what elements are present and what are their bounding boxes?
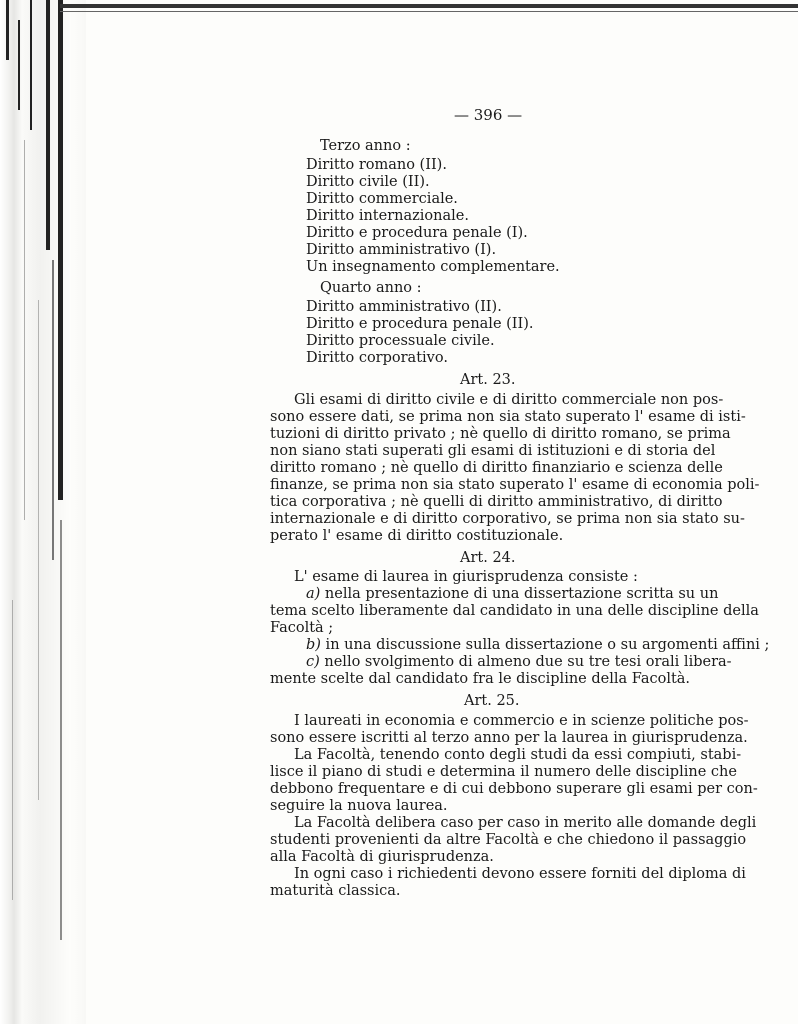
page-number: — 396 — [454,106,523,124]
list-item-b: b) in una discussione sulla dissertazione o su argomenti affini ; [306,637,770,653]
paragraph-line: La Facoltà delibera caso per caso in merito alle domande degli [294,815,757,831]
course-item: Diritto amministrativo (II). [306,299,502,315]
paragraph-line: studenti provenienti da altre Facoltà e che chiedono il passaggio [270,832,747,848]
paragraph-line: tuzioni di diritto privato ; nè quello di diritto romano, se prima [270,426,731,442]
list-item-a: a) nella presentazione di una dissertazione scritta su un [306,586,719,602]
paragraph-line: debbono frequentare e di cui debbono superare gli esami per con- [270,781,758,797]
binding-gutter [0,0,86,1024]
paragraph-line: tema scelto liberamente dal candidato in una delle discipline della [270,603,759,619]
terzo-anno-heading: Terzo anno : [320,138,411,154]
article-23-heading: Art. 23. [460,372,516,388]
paragraph-line: sono essere iscritti al terzo anno per la laurea in giurisprudenza. [270,730,748,746]
paragraph-line: internazionale e di diritto corporativo, se prima non sia stato su- [270,511,745,527]
paragraph-line: Facoltà ; [270,620,334,636]
paragraph-line: La Facoltà, tenendo conto degli studi da essi compiuti, stabi- [294,747,742,763]
paragraph-line: alla Facoltà di giurisprudenza. [270,849,494,865]
paragraph-line: tica corporativa ; nè quelli di diritto amministrativo, di diritto [270,494,723,510]
paragraph-line: lisce il piano di studi e determina il numero delle discipline che [270,764,737,780]
paragraph-line: diritto romano ; nè quello di diritto finanziario e scienza delle [270,460,723,476]
course-item: Diritto commerciale. [306,191,458,207]
course-item: Diritto internazionale. [306,208,469,224]
item-label: b) [306,637,321,653]
top-border-rule [60,4,798,8]
paragraph-line: L' esame di laurea in giurisprudenza consiste : [294,569,638,585]
course-item: Diritto romano (II). [306,157,447,173]
course-item: Diritto corporativo. [306,350,448,366]
article-24-heading: Art. 24. [460,550,516,566]
top-border-rule-thin [60,11,798,12]
paragraph-line: finanze, se prima non sia stato superato l' esame di economia poli- [270,477,760,493]
paragraph-line: maturità classica. [270,883,401,899]
item-label: a) [306,586,321,602]
article-25-heading: Art. 25. [464,693,520,709]
paragraph-line: In ogni caso i richiedenti devono essere forniti del diploma di [294,866,746,882]
list-item-c: c) nello svolgimento di almeno due su tre tesi orali libera- [306,654,732,670]
paragraph-line: seguire la nuova laurea. [270,798,448,814]
paragraph-line: non siano stati superati gli esami di istituzioni e di storia del [270,443,716,459]
course-item: Diritto amministrativo (I). [306,242,497,258]
paragraph-line: perato l' esame di diritto costituzionale. [270,528,564,544]
paragraph-line: Gli esami di diritto civile e di diritto commerciale non pos- [294,392,724,408]
course-item: Un insegnamento complementare. [306,259,560,275]
paragraph-line: I laureati in economia e commercio e in scienze politiche pos- [294,713,749,729]
course-item: Diritto e procedura penale (II). [306,316,534,332]
paragraph-line: mente scelte dal candidato fra le discipline della Facoltà. [270,671,691,687]
paragraph-line: sono essere dati, se prima non sia stato superato l' esame di isti- [270,409,746,425]
course-item: Diritto processuale civile. [306,333,495,349]
item-label: c) [306,654,320,670]
course-item: Diritto civile (II). [306,174,430,190]
course-item: Diritto e procedura penale (I). [306,225,528,241]
quarto-anno-heading: Quarto anno : [320,280,422,296]
